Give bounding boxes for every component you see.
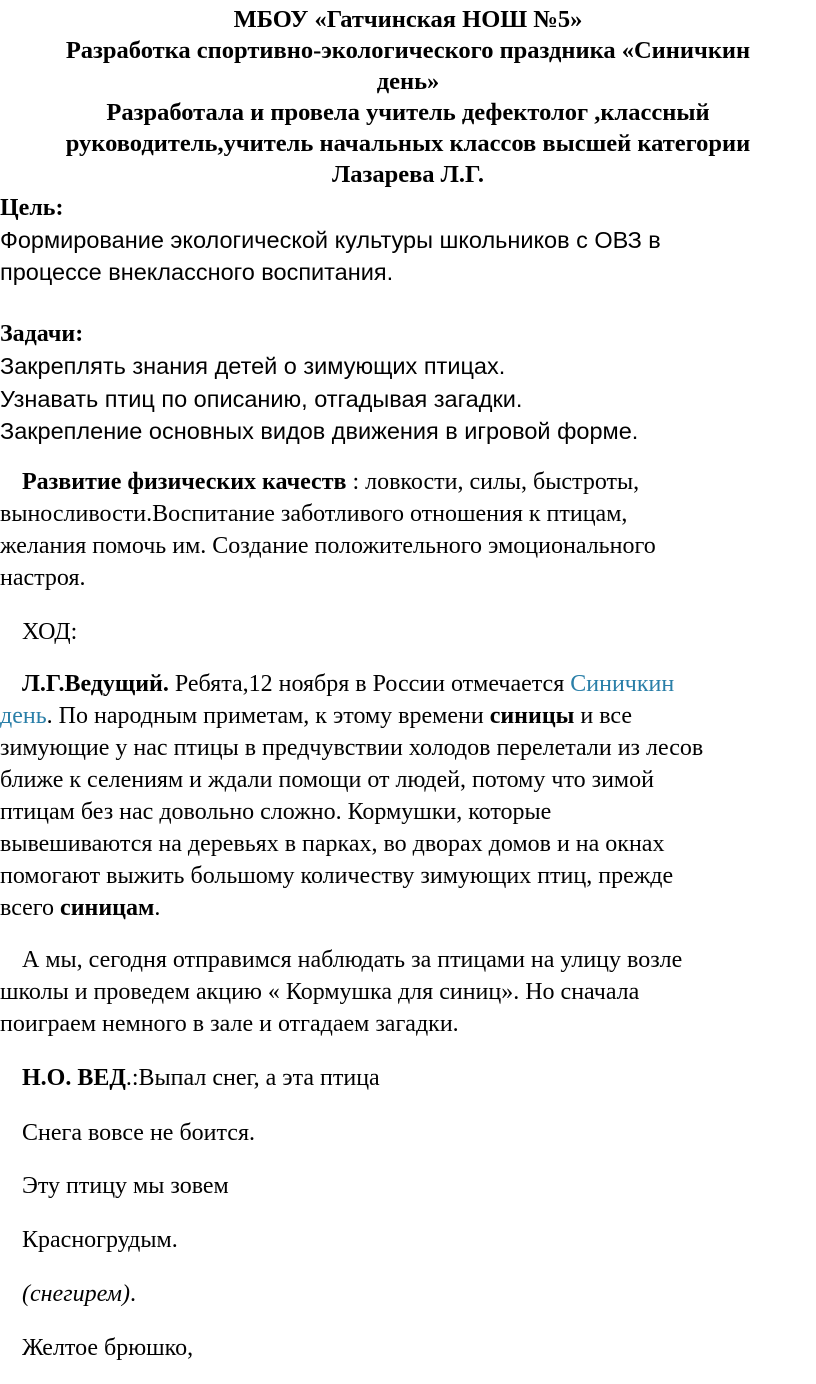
author-line-2: руководитель,учитель начальных классов высшей категории xyxy=(65,130,751,157)
development-line-3: желания помочь им. Создание положительного эмоционального xyxy=(0,533,656,559)
riddle-speaker: Н.О. ВЕД xyxy=(22,1065,126,1091)
host-line-6: вывешиваются на деревьях в парках, во дворах домов и на окнах xyxy=(0,831,665,857)
riddle-text: .:Выпал снег, а эта птица xyxy=(125,1065,380,1091)
goal-text-line-2: процессе внеклассного воспитания. xyxy=(0,259,394,285)
host-line-1 xyxy=(0,668,812,700)
host-line-4: ближе к селениям и ждали помощи от людей, потому что зимой xyxy=(0,767,654,793)
document-header xyxy=(0,4,816,190)
riddle-answer: (снегирем) xyxy=(22,1281,130,1307)
tasks-heading: Задачи: xyxy=(0,321,84,347)
sinichkin-link[interactable]: Синичкин xyxy=(570,671,675,697)
development-line-4: настроя. xyxy=(0,565,86,591)
task-item-1: Закреплять знания детей о зимующих птицах. xyxy=(0,353,506,379)
riddle-line-4: Красногрудым. xyxy=(22,1227,178,1253)
goal-text-line-1: Формирование экологической культуры школьников с ОВЗ в xyxy=(0,227,661,253)
author-name: Лазарева Л.Г. xyxy=(331,161,485,188)
author-line-1: Разработала и провела учитель дефектолог ,классный xyxy=(106,99,710,126)
bold-word: синицам xyxy=(60,895,155,921)
bold-word: синицы xyxy=(489,703,575,729)
host-text: . По народным приметам, к этому времени xyxy=(46,703,490,729)
host-line-2 xyxy=(0,700,812,732)
para2-line-2: школы и проведем акцию « Кормушка для синиц». Но сначала xyxy=(0,979,640,1005)
host-line-5: птицам без нас довольно сложно. Кормушки, которые xyxy=(0,799,552,825)
riddle-line-1 xyxy=(0,1062,812,1094)
development-line-2: выносливости.Воспитание заботливого отношения к птицам, xyxy=(0,501,628,527)
development-bold: Развитие физических качеств xyxy=(22,469,347,495)
riddle-line-2: Снега вовсе не боится. xyxy=(22,1120,255,1146)
school-name: МБОУ «Гатчинская НОШ №5» xyxy=(233,6,583,33)
para2-line-3: поиграем немного в зале и отгадаем загадки. xyxy=(0,1011,459,1037)
hod-heading: ХОД: xyxy=(22,619,78,645)
development-line-1 xyxy=(0,466,812,498)
riddle-answer-line xyxy=(0,1278,812,1310)
sinichkin-link-cont[interactable]: день xyxy=(0,703,47,729)
host-text: . xyxy=(154,895,161,921)
host-speaker: Л.Г.Ведущий. xyxy=(22,671,169,697)
host-text: и все xyxy=(574,703,633,729)
riddle-line-6: Желтое брюшко, xyxy=(22,1335,194,1361)
event-title-line-1: Разработка спортивно-экологического праздника «Синичкин xyxy=(65,37,751,64)
task-item-2: Узнавать птиц по описанию, отгадывая загадки. xyxy=(0,386,523,412)
host-text: всего xyxy=(0,895,61,921)
goal-heading: Цель: xyxy=(0,195,64,221)
host-line-8 xyxy=(0,892,812,924)
riddle-line-3: Эту птицу мы зовем xyxy=(22,1173,229,1199)
host-text: Ребята,12 ноября в России отмечается xyxy=(168,671,571,697)
task-item-3: Закрепление основных видов движения в игровой форме. xyxy=(0,418,639,444)
riddle-text: . xyxy=(129,1281,136,1307)
event-title-line-2: день» xyxy=(376,68,440,95)
host-line-7: помогают выжить большому количеству зимующих птиц, прежде xyxy=(0,863,674,889)
host-line-3: зимующие у нас птицы в предчувствии холодов перелетали из лесов xyxy=(0,735,704,761)
para2-line-1: А мы, сегодня отправимся наблюдать за птицами на улицу возле xyxy=(22,947,683,973)
development-rest: : ловкости, силы, быстроты, xyxy=(346,469,640,495)
